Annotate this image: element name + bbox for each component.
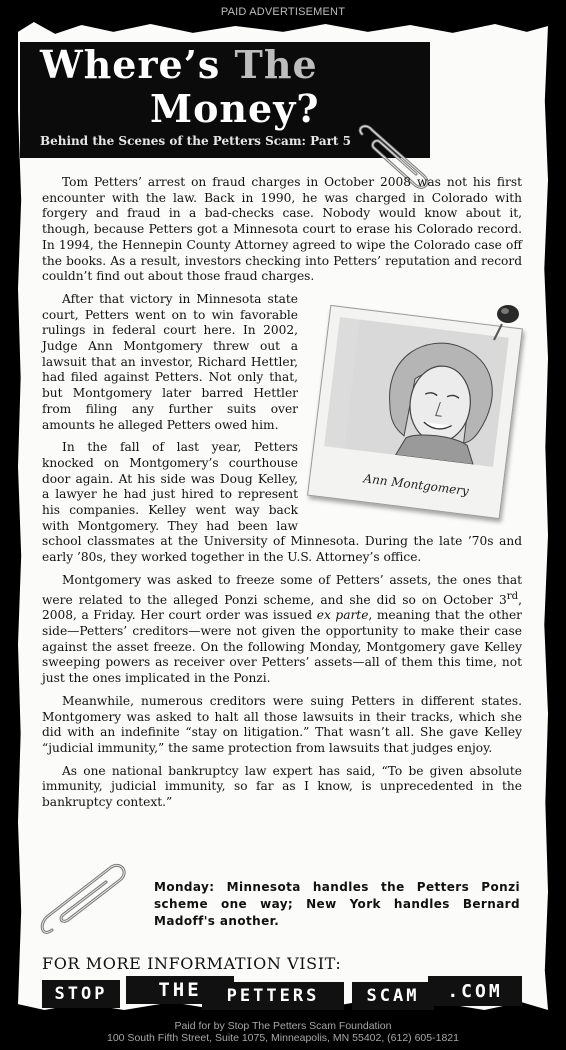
url-word-petters: PETTERS: [202, 982, 344, 1010]
article-paragraph-6: As one national bankruptcy law expert has said, “To be given absolute immunity, judicial immunity, so far as I know, is unprecedented in the bankruptcy context.”: [42, 763, 522, 810]
article-paragraph-1: Tom Petters’ arrest on fraud charges in October 2008 was not his first encounter with the law. Back in 1990, he was charged in Colorado with forgery and fraud in a bad-checks case. Nobody would know about it, though, because Petters got a Minnesota court to erase his Colorado record. In 1994, the Hennepin County Attorney agreed to wipe the Colorado case off the books. As a result, investors checking into Petters’ reputation and record couldn’t find out about those fraud charges.: [42, 175, 522, 284]
headline-subtitle: Behind the Scenes of the Petters Scam: Part 5: [40, 134, 351, 148]
url-word-scam: SCAM: [352, 982, 434, 1010]
url-word-the: THE: [126, 976, 234, 1004]
pushpin-icon: [492, 302, 522, 342]
article-body: [42, 175, 522, 818]
article-paragraph-4-part-c: , meaning that the other side—Petters’ creditors—were not given the opportunity to make their case against the asset freeze. On the following Monday, Montgomery gave Kelley sweeping powers as receiver over Petters’ assets—all of them this time, not just the ones implicated in the Ponzi.: [42, 608, 523, 686]
ordinal-suffix: rd: [506, 590, 519, 602]
next-part-teaser: Monday: Minnesota handles the Petters Ponzi scheme one way; New York handles Bernard Madoff's another.: [154, 880, 520, 928]
article-paragraph-4: [42, 573, 522, 687]
address-line: 100 South Fifth Street, Suite 1075, Minneapolis, MN 55402, (612) 605-1821: [107, 1032, 459, 1044]
paperclip-footer-icon: [40, 860, 130, 940]
paid-by-line: Paid for by Stop The Petters Scam Foundation: [174, 1020, 392, 1032]
article-paragraph-2-text: After that victory in Minnesota state court, Petters went on to win favorable rulings in federal court here. In 2002, Judge Ann Montgomery threw out a lawsuit that an investor, Richard Hettler, had filed against Petters. Not only that, but Montgomery later barred Hettler from filing any further suits over amounts he alleged Petters owed him.: [42, 291, 298, 432]
ex-parte-term: ex parte: [316, 608, 369, 623]
portrait-sketch: [344, 320, 509, 467]
article-paragraph-5: Meanwhile, numerous creditors were suing Petters in different states. Montgomery was asked to halt all those lawsuits in their tracks, which she did with an indefinite “stay on litigation.” That wasn’t all. She gave Kelley “judicial immunity,” the same protection from lawsuits that judges enjoy.: [42, 693, 522, 755]
photo-caption: Ann Montgomery: [362, 471, 470, 499]
headline-line-2: Money?: [150, 86, 320, 131]
sponsor-footer: [0, 1020, 566, 1044]
photo-polaroid: [306, 298, 528, 516]
portrait-image: [324, 317, 509, 467]
headline-line-1: [40, 42, 318, 87]
url-word-stop: STOP: [42, 980, 120, 1008]
url-word-com: .COM: [428, 976, 522, 1006]
more-info-heading: FOR MORE INFORMATION VISIT:: [42, 954, 342, 973]
paid-advertisement-label: PAID ADVERTISEMENT: [220, 6, 346, 18]
headline-word-wheres: Where’s: [40, 42, 221, 87]
article-paragraph-4-part-a: Montgomery was asked to freeze some of Petters’ assets, the ones that were related to the alleged Ponzi scheme, and she did so on October 3: [42, 572, 522, 607]
article-paragraph-2: [42, 291, 522, 499]
headline-word-the: The: [234, 42, 318, 87]
website-url-banner[interactable]: [42, 976, 522, 1010]
article-paragraph-3: In the fall of last year, Petters knocked on Montgomery’s courthouse door again. At his side was Doug Kelley, a lawyer he had just hired to represent his companies. Kelley went way back with Montgomery. They had been law school classmates at the University of Minnesota. During the late ’70s and early ’80s, they worked together in the U.S. Attorney’s office.: [42, 440, 522, 565]
article-paragraph-4-part-b: , 2008, a Friday. Her court order was issued: [42, 592, 522, 623]
photo-card: [307, 305, 523, 519]
